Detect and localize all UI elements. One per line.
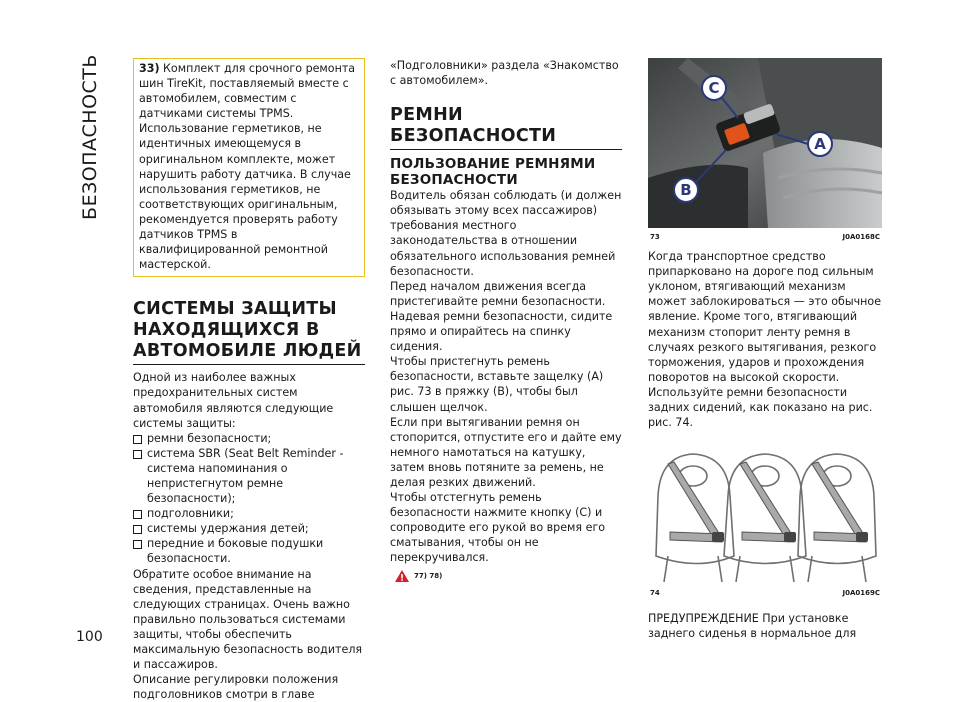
seatbelt-buckle-image [648,58,882,228]
figure-number: 73 [650,233,660,241]
list-item: ремни безопасности; [133,431,365,446]
list-item: системы удержания детей; [133,521,365,536]
warning-triangle-icon [394,569,410,583]
figure-number: 74 [650,589,660,598]
warning-reference: 77) 78) [394,569,622,584]
paragraph: Надевая ремни безопасности, сидите прямо и опирайтесь на спинку сидения. [390,309,613,354]
checkbox-bullet-icon [133,510,142,519]
column-1 [133,58,365,702]
figure-caption [648,230,882,245]
paragraph: Перед началом движения всегда пристегивайте ремни безопасности. [390,279,606,308]
list-item: система SBR (Seat Belt Reminder - система напоминания о непристегнутом ремне безопасности); [133,446,365,506]
callout-label-b: B [680,181,692,199]
warning-paragraph: ПРЕДУПРЕЖДЕНИЕ При установке заднего сиденья в нормальное для [648,612,857,641]
section-heading-protection: СИСТЕМЫ ЗАЩИТЫ НАХОДЯЩИХСЯ В АВТОМОБИЛЕ ЛЮДЕЙ [133,299,365,365]
note-number: 33) [139,62,160,75]
checkbox-bullet-icon [133,525,142,534]
column-3 [648,58,882,642]
figure-code: J0A0169C [842,589,880,598]
protection-paragraph: Обратите особое внимание на сведения, представленные на следующих страницах. Очень важно правильно пользоваться системами защиты, чтобы обеспечить максимальную безопасность водителя и пассажиров. [133,567,363,672]
checkbox-bullet-icon [133,450,142,459]
list-item: подголовники; [133,506,365,521]
checkbox-bullet-icon [133,540,142,549]
note-box [133,58,365,277]
figure-caption [648,586,882,601]
paragraph: Водитель обязан соблюдать (и должен обязывать этому всех пассажиров) требования местного законодательства в отношении обязательного использования ремней безопасности. [390,189,622,278]
continuation-text: «Подголовники» раздела «Знакомство с автомобилем». [390,59,619,88]
protection-paragraph-headrest: Описание регулировки положения подголовников смотри в главе [133,673,339,702]
subheading-seatbelt-use: ПОЛЬЗОВАНИЕ РЕМНЯМИ БЕЗОПАСНОСТИ [390,156,596,189]
page-number: 100 [76,629,103,645]
figure-code: J0A0168C [842,233,880,241]
checkbox-bullet-icon [133,435,142,444]
list-item: передние и боковые подушки безопасности. [133,536,365,566]
section-heading-seatbelts: РЕМНИ БЕЗОПАСНОСТИ [390,105,622,150]
paragraph: Когда транспортное средство припарковано на дороге под сильным уклоном, втягивающий механизм может заблокироваться — это обычное явление. Кроме того, втягивающий механизм стопорит ленту ремня в случаях резкого вытягивания, резкого торможения, ударов и прохождения поворотов на высокой скорости. [648,250,882,384]
figure-73 [648,58,882,245]
paragraph: Если при вытягивании ремня он стопорится, отпустите его и дайте ему немного намотаться на катушку, затем вновь потяните за ремень, не делая резких движений. [390,415,622,489]
callout-label-c: C [708,79,720,97]
protection-intro: Одной из наиболее важных предохранительных систем автомобиля являются следующие системы защиты: [133,371,334,430]
figure-74 [648,436,882,601]
paragraph: Чтобы отстегнуть ремень безопасности нажмите кнопку (C) и сопроводите его рукой во время его сматывания, чтобы он не перекручивался. [390,491,606,565]
column-2 [390,58,622,584]
paragraph: Чтобы пристегнуть ремень безопасности, вставьте защелку (A) рис. 73 в пряжку (B), чтобы был слышен щелчок. [390,355,604,414]
side-section-title: БЕЗОПАСНОСТЬ [79,54,101,220]
callout-label-a: A [814,135,826,153]
note-text: 33) Комплект для срочного ремонта шин TireKit, поставляемый вместе с автомобилем, совместим с датчиками системы TPMS. Использование герметиков, не идентичных имеющемуся в оригинальном комплекте, может нарушить работу датчика. В случае использования герметиков, не соответствующих оригинальным, рекомендуется проверять работу датчиков TPMS в квалифицированной ремонтной мастерской. [139,62,356,272]
paragraph: Используйте ремни безопасности задних сидений, как показано на рис. рис. 74. [648,385,873,430]
rear-seatbelts-image [648,436,882,584]
